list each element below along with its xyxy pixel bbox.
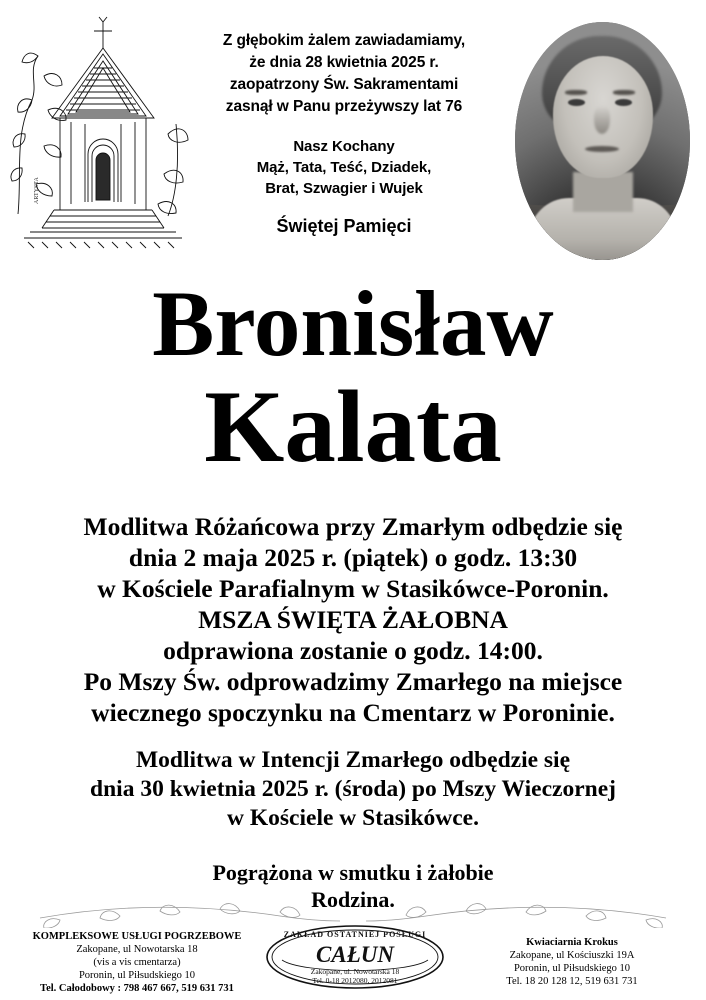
portrait-oval-frame	[515, 22, 690, 260]
portrait-eye-left	[568, 99, 585, 106]
footer-line: KOMPLEKSOWE USŁUGI POGRZEBOWE	[32, 931, 242, 942]
funeral-services-info	[8, 930, 266, 995]
portrait-brow-right	[613, 90, 635, 95]
intro-line: że dnia 28 kwietnia 2025 r.	[249, 54, 439, 71]
deceased-name-block	[0, 273, 706, 485]
footer-line: Tel. Całodobowy : 798 467 667, 519 631 731	[40, 983, 234, 994]
ceremony-line: w Kościele w Stasikówce.	[227, 805, 479, 832]
chapel-illustration-icon	[8, 14, 198, 269]
ceremony-line: odprawiona zostanie o godz. 14:00.	[163, 636, 543, 666]
funeral-home-seal-icon	[262, 924, 448, 990]
relations-line: Brat, Szwagier i Wujek	[265, 180, 423, 197]
relations-block	[196, 136, 492, 199]
florist-info	[446, 936, 698, 988]
deceased-last-name: Kalata	[204, 370, 502, 485]
ceremony-paragraph-1	[0, 511, 706, 728]
relations-line: Nasz Kochany	[293, 138, 395, 155]
footer-line: Poronin, ul Piłsudskiego 10	[513, 963, 631, 974]
intro-line: zasnął w Panu przeżywszy lat 76	[225, 98, 463, 115]
seal-name-text: CAŁUN	[316, 942, 394, 967]
portrait-brow-left	[565, 90, 587, 95]
relations-line: Mąż, Tata, Teść, Dziadek,	[256, 159, 432, 176]
deceased-portrait	[515, 22, 690, 260]
closing-line: Pogrążona w smutku i żałobie	[212, 860, 494, 886]
intro-text-block	[196, 30, 492, 237]
portrait-nose	[594, 106, 610, 134]
intro-line: zaopatrzony Św. Sakramentami	[229, 76, 459, 93]
ceremony-line: wiecznego spoczynku na Cmentarz w Poroninie.	[91, 698, 615, 728]
footer-line: Zakopane, ul Nowotarska 18	[76, 944, 198, 955]
ceremony-line: w Kościele Parafialnym w Stasikówce-Poronin.	[97, 574, 609, 604]
ceremony-line: dnia 2 maja 2025 r. (piątek) o godz. 13:30	[128, 543, 578, 573]
portrait-eye-right	[615, 99, 632, 106]
ceremony-line: dnia 30 kwietnia 2025 r. (środa) po Mszy Wieczornej	[90, 776, 616, 803]
intro-lines	[196, 30, 492, 118]
footer-line: Kwiaciarnia Krokus	[526, 937, 618, 948]
svg-text:ARTYSTA: ARTYSTA	[34, 177, 40, 204]
intro-line: Z głębokim żalem zawiadamiamy,	[222, 32, 466, 49]
ceremony-line: Modlitwa Różańcowa przy Zmarłym odbędzie się	[83, 512, 623, 542]
footer-line: Poronin, ul Piłsudskiego 10	[78, 970, 196, 981]
portrait-mouth	[585, 146, 619, 152]
seal-phone-text: Tel. 0-18 2012080, 2012081	[312, 976, 398, 985]
seal-top-text: ZAKŁAD OSTATNIEJ POSŁUGI	[283, 930, 427, 939]
ceremony-paragraph-2	[0, 746, 706, 833]
footer-line: Tel. 18 20 128 12, 519 631 731	[506, 976, 638, 987]
header-section	[0, 0, 706, 275]
memory-label: Świętej Pamięci	[276, 216, 412, 236]
deceased-first-name: Bronisław	[152, 273, 554, 376]
ceremony-line: MSZA ŚWIĘTA ŻAŁOBNA	[198, 605, 508, 635]
ceremony-line: Po Mszy Św. odprowadzimy Zmarłego na miejsce	[83, 667, 623, 697]
portrait-neck	[573, 172, 633, 212]
closing-line: Rodzina.	[311, 887, 395, 913]
ceremony-line: Modlitwa w Intencji Zmarłego odbędzie się	[135, 747, 571, 774]
footer-section	[0, 930, 706, 992]
ceremony-details	[0, 511, 706, 913]
seal-address-text: Zakopane, ul. Nowotarska 18	[310, 967, 400, 976]
footer-line: Zakopane, ul Kościuszki 19A	[509, 950, 635, 961]
footer-line: (vis a vis cmentarza)	[93, 957, 181, 968]
